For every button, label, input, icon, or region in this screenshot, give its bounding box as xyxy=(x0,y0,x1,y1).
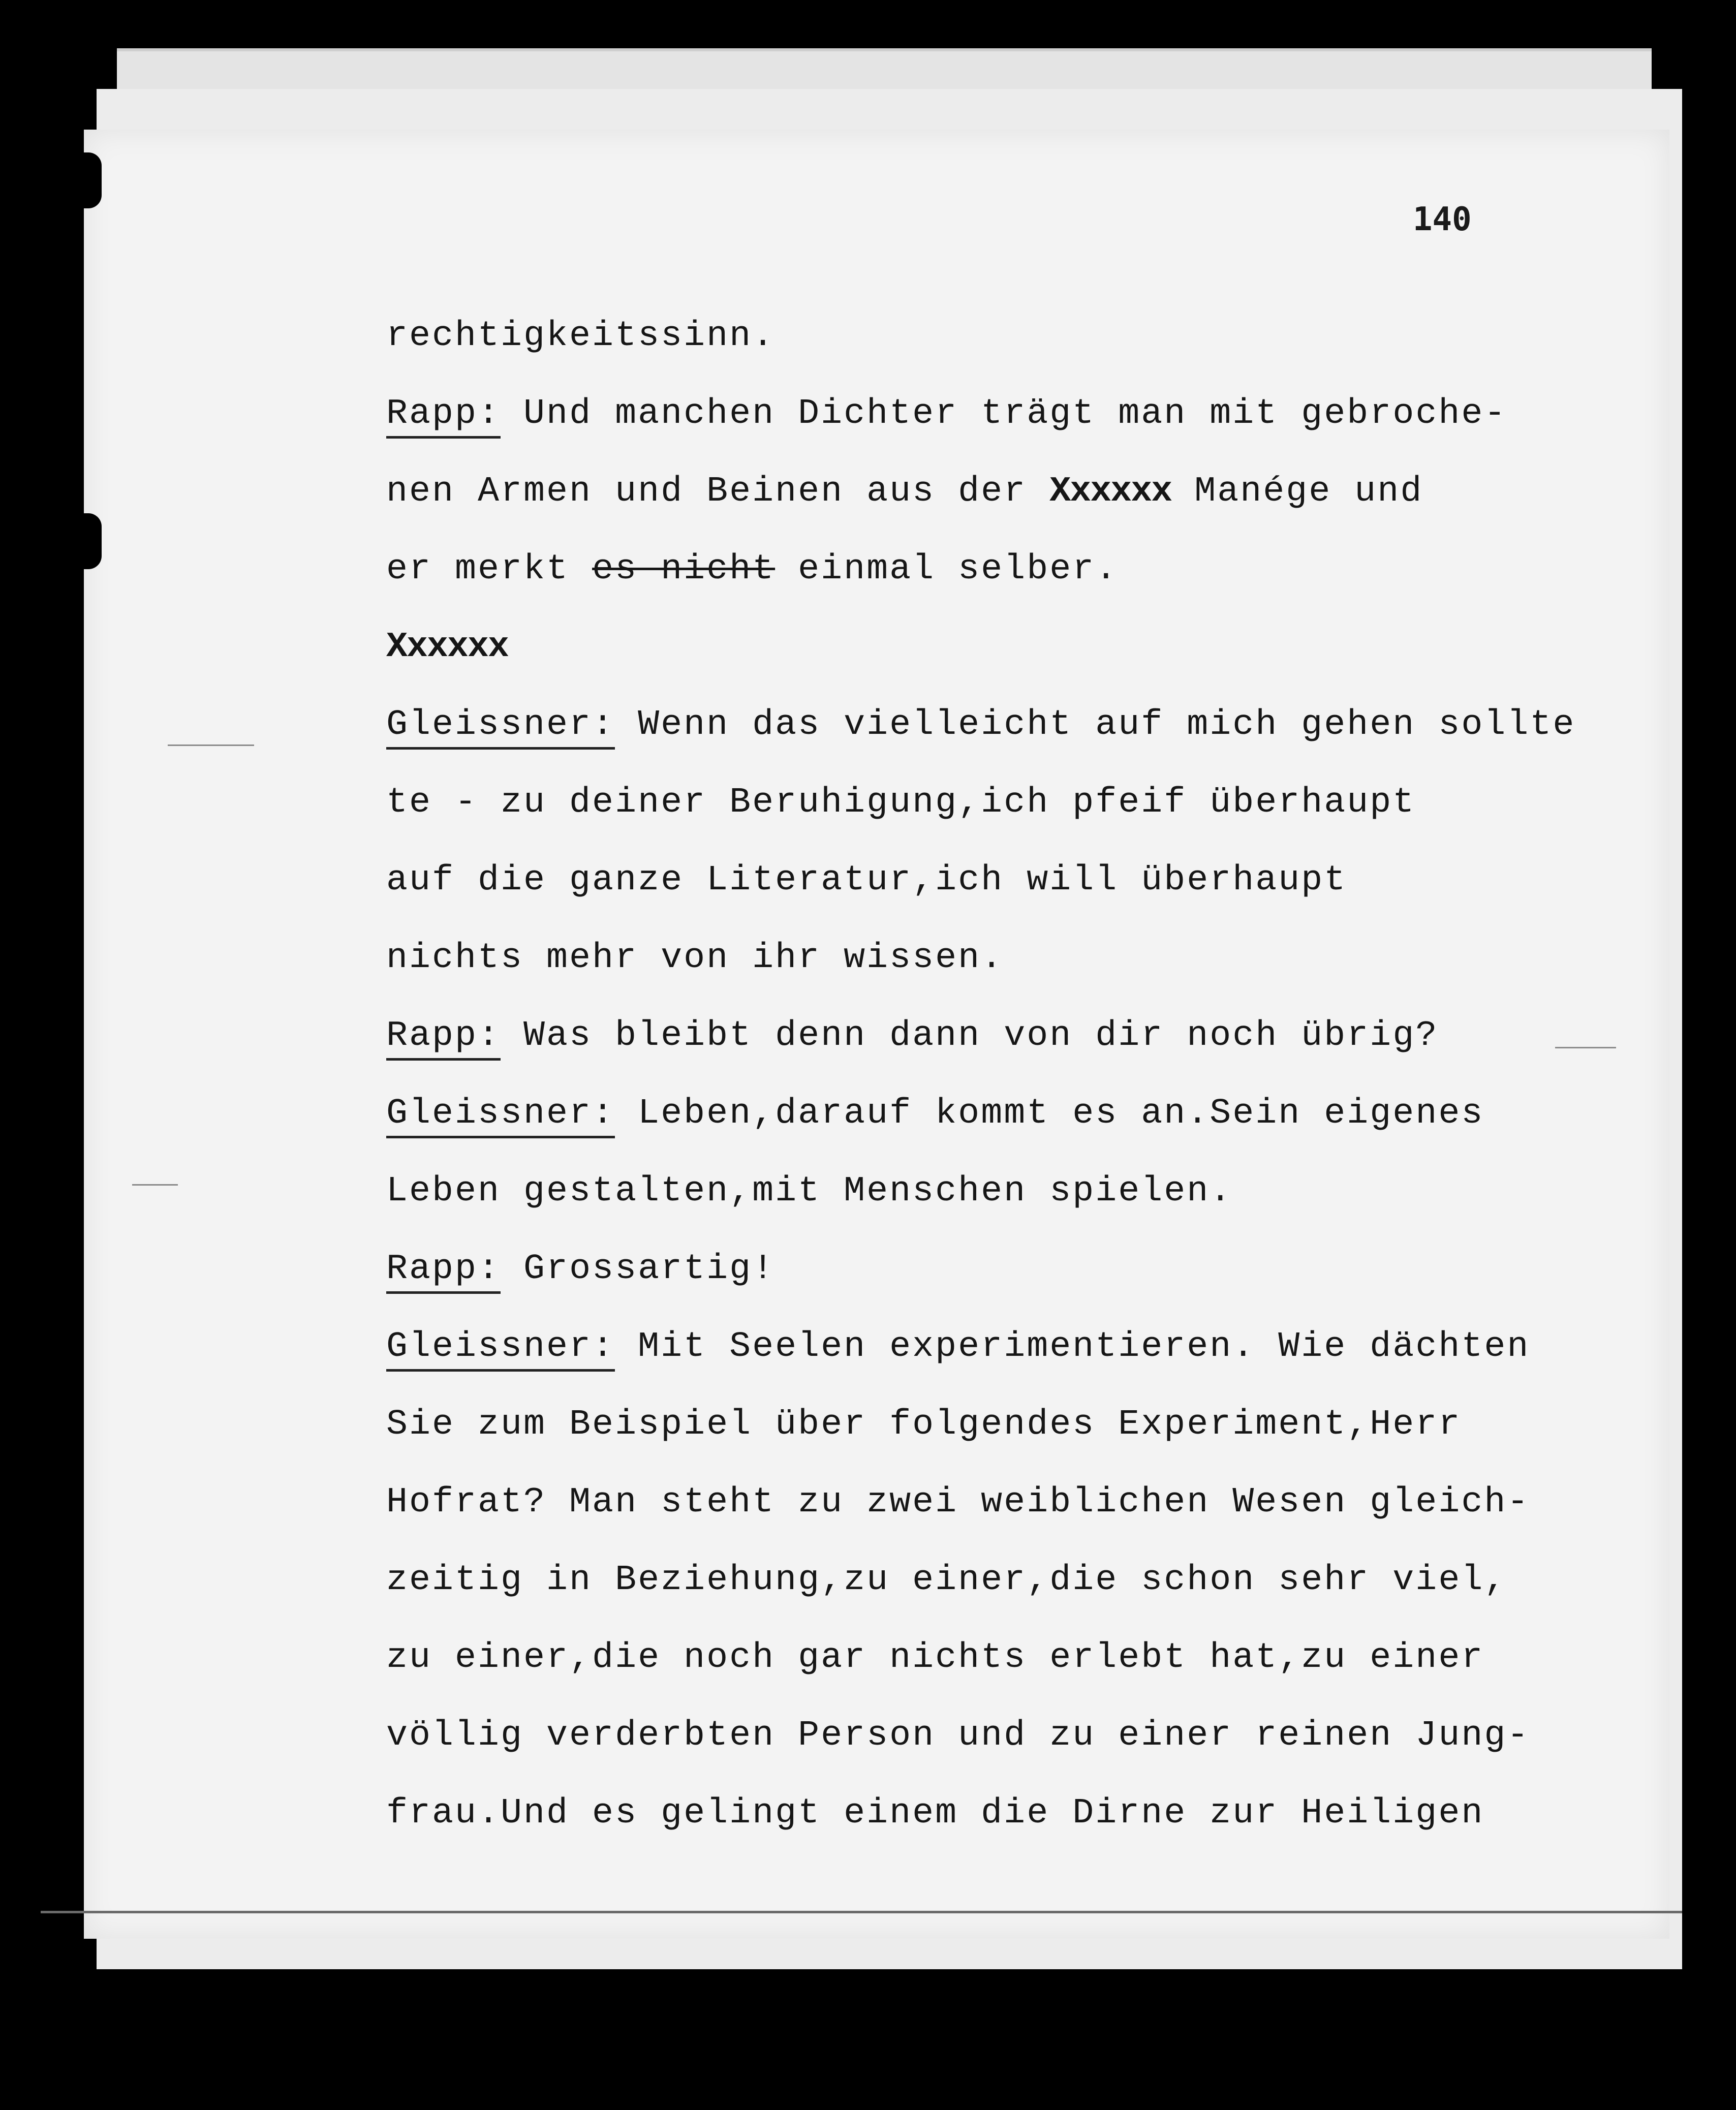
page-edge-line xyxy=(41,1911,1682,1913)
text-line: Gleissner: Mit Seelen experimentieren. Wie dächten xyxy=(386,1308,1621,1386)
punch-hole xyxy=(71,152,102,208)
text-line: Leben gestalten,mit Menschen spielen. xyxy=(386,1171,1233,1212)
speaker-label: Gleissner: xyxy=(386,705,615,750)
text-line: nichts mehr von ihr wissen. xyxy=(386,938,1004,978)
crossed-out-text: Xxxxxx xyxy=(1049,472,1172,512)
text-line: Gleissner: Wenn das vielleicht auf mich gehen sollte xyxy=(386,686,1621,764)
speaker-label: Rapp: xyxy=(386,1249,501,1294)
text-line: zu einer,die noch gar nichts erlebt hat,zu einer xyxy=(386,1638,1484,1678)
text-line: Gleissner: Leben,darauf kommt es an.Sein eigenes xyxy=(386,1075,1621,1153)
text-line: te - zu deiner Beruhigung,ich pfeif überhaupt xyxy=(386,783,1416,823)
punch-hole xyxy=(71,513,102,569)
crossed-out-text: Xxxxxx xyxy=(386,627,509,667)
stray-mark xyxy=(132,1184,178,1186)
text-line: frau.Und es gelingt einem die Dirne zur Heiligen xyxy=(386,1793,1484,1834)
text-line: er merkt es nicht einmal selber. xyxy=(386,549,1119,589)
stray-mark xyxy=(168,744,254,746)
text-line: Hofrat? Man steht zu zwei weiblichen Wesen gleich- xyxy=(386,1482,1530,1523)
typescript-body xyxy=(386,297,1621,1852)
text-line: rechtigkeitssinn. xyxy=(386,316,776,356)
text-line: Rapp: Grossartig! xyxy=(386,1230,1621,1308)
speaker-label: Gleissner: xyxy=(386,1094,615,1138)
page-number: 140 xyxy=(1413,201,1472,238)
speaker-label: Gleissner: xyxy=(386,1327,615,1372)
speaker-label: Rapp: xyxy=(386,394,501,439)
text-line: Rapp: Und manchen Dichter trägt man mit gebroche- xyxy=(386,375,1621,453)
text-line: Sie zum Beispiel über folgendes Experiment,Herr xyxy=(386,1405,1462,1445)
text-line: nen Armen und Beinen aus der Xxxxxx Manége und xyxy=(386,472,1423,512)
text-line xyxy=(386,608,1621,686)
text-line: völlig verderbten Person und zu einer reinen Jung- xyxy=(386,1716,1530,1756)
text-line: zeitig in Beziehung,zu einer,die schon sehr viel, xyxy=(386,1560,1507,1600)
speaker-label: Rapp: xyxy=(386,1016,501,1061)
text-line: Rapp: Was bleibt denn dann von dir noch übrig? xyxy=(386,997,1621,1075)
text-line: auf die ganze Literatur,ich will überhaupt xyxy=(386,860,1347,901)
stray-mark xyxy=(1555,1047,1616,1048)
struck-text: es nicht xyxy=(592,549,776,589)
